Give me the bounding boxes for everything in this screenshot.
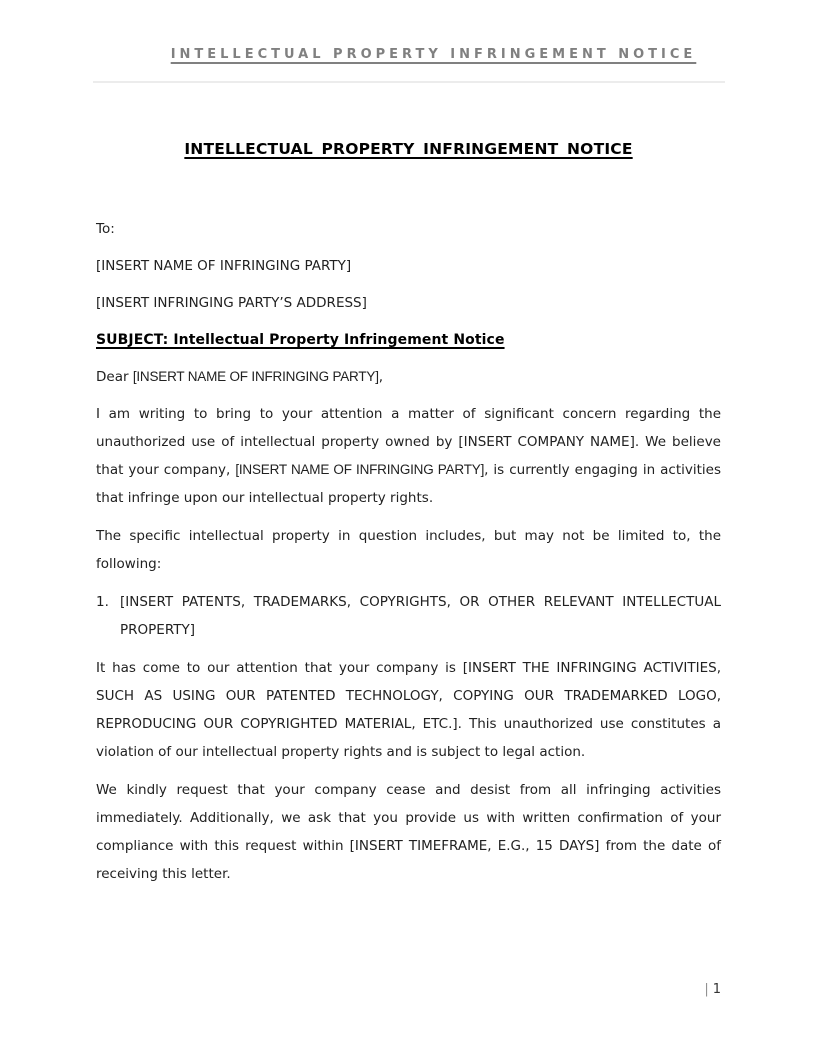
page-header: [96, 46, 721, 83]
intro-run-2: , is currently engaging in activities that infringe upon our intellectual property rights.: [96, 462, 722, 506]
list-item-text: [INSERT PATENTS, TRADEMARKS, COPYRIGHTS, OR OTHER RELEVANT INTELLECTUAL PROPERTY]: [120, 594, 721, 638]
subject-line: SUBJECT: Intellectual Property Infringement Notice: [96, 332, 505, 348]
document-title: INTELLECTUAL PROPERTY INFRINGEMENT NOTICE: [184, 140, 633, 158]
salutation: [96, 363, 721, 391]
intro-run-1: I am writing to bring to your attention a matter of significant concern regarding the unauthorized use of intellectual property owned by [INSERT COMPANY NAME]. We believe that your company,: [96, 406, 721, 478]
list-item-number: 1.: [96, 594, 109, 610]
header-title: INTELLECTUAL PROPERTY INFRINGEMENT NOTICE: [170, 47, 697, 62]
salutation-suffix: ,: [378, 369, 384, 385]
to-label: To:: [96, 221, 115, 237]
activities-run-2: . This unauthorized use constitutes a violation of our intellectual property rights and is subject to legal action.: [96, 716, 721, 760]
activities-run-1: It has come to our attention that your company is: [96, 660, 463, 676]
paragraph-specific: The specific intellectual property in question includes, but may not be limited to, the following:: [96, 528, 721, 572]
ip-list: [96, 588, 721, 644]
header-divider: [93, 81, 725, 83]
recipient-address: [INSERT INFRINGING PARTY’S ADDRESS]: [96, 295, 367, 311]
activities-placeholder: [INSERT THE INFRINGING ACTIVITIES, SUCH AS USING OUR PATENTED TECHNOLOGY, COPYING OUR TRADEMARKED LOGO, REPRODUCING OUR COPYRIGHTED MATERIAL, ETC.]: [96, 660, 721, 732]
salutation-placeholder: [INSERT NAME OF INFRINGING PARTY]: [132, 369, 379, 384]
footer-separator: |: [704, 982, 709, 997]
paragraph-request: We kindly request that your company cease and desist from all infringing activities immediately. Additionally, we ask that you provide us with written confirmation of your compliance with this request within [INSERT TIMEFRAME, E.G., 15 DAYS] from the date of receiving this letter.: [96, 782, 721, 882]
intro-placeholder: [INSERT NAME OF INFRINGING PARTY]: [235, 462, 485, 477]
page-number: 1: [712, 982, 721, 997]
page-footer: [704, 982, 721, 998]
list-item: [96, 588, 721, 644]
salutation-prefix: Dear: [96, 369, 133, 385]
paragraph-activities: [96, 654, 721, 766]
paragraph-intro: [96, 400, 721, 512]
recipient-name: [INSERT NAME OF INFRINGING PARTY]: [96, 258, 352, 274]
